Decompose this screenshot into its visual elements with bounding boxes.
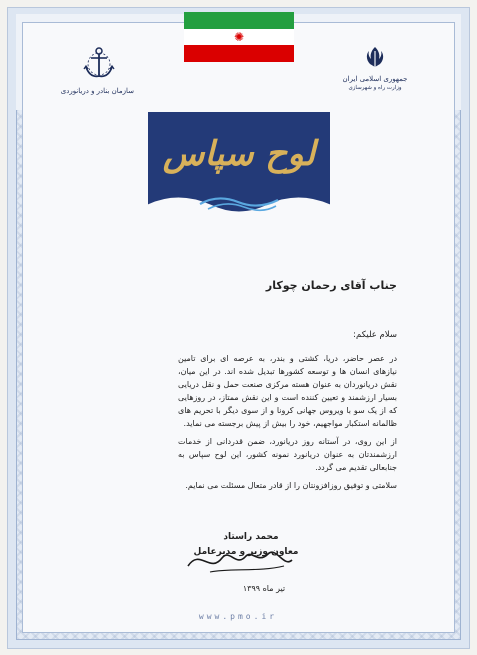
issue-date: تیر ماه ۱۳۹۹ — [242, 584, 286, 593]
greeting: سلام علیکم: — [353, 330, 397, 340]
recipient-name: جناب آقای رحمان چوکار — [265, 279, 397, 292]
website-url: www.pmo.ir — [198, 612, 278, 621]
certificate-title: لوح سپاس — [162, 134, 316, 174]
ministry-logo-text: جمهوری اسلامی ایران — [342, 75, 408, 83]
certificate-text — [178, 352, 397, 497]
ports-logo-text: سازمان بنادر و دریانوردی — [60, 87, 134, 95]
ministry-logo-subtext: وزارت راه و شهرسازی — [348, 85, 402, 91]
ports-maritime-logo — [60, 45, 134, 95]
iran-flag — [184, 12, 294, 62]
title-ribbon — [148, 112, 330, 222]
body-paragraph: از این روی، در آستانه روز دریانورد، ضمن قدردانی از خدمات ارزشمندتان به عنوان دریانورد نمونه کشور، این لوح سپاس به جنابعالی تقدیم می گردد. — [178, 437, 397, 472]
flag-green-stripe — [184, 12, 294, 29]
body-paragraph: سلامتی و توفیق روزافزونتان را از قادر متعال مسئلت می نمایم. — [185, 481, 397, 490]
anchor-icon — [82, 45, 116, 81]
signer-title: معاون وزیر و مدیرعامل — [193, 547, 299, 557]
signer-name: محمد راستاد — [223, 532, 279, 542]
flag-white-stripe — [184, 29, 294, 46]
iran-emblem-icon — [364, 45, 386, 69]
flag-emblem-icon: ✺ — [233, 29, 245, 44]
body-paragraph: در عصر حاضر، دریا، کشتی و بندر، به عرصه ای برای تامین نیازهای انسان ها و توسعه کشورها تبدیل شده اند. در این میان، نقش دریانوردان به عنوان هسته مرکزی صنعت حمل و نقل دریایی بسیار ارزشمند و تعیین کننده است و این نقش ممتاز، در روزهایی که از یک سو با ویروس جهانی کرونا و از سوی دیگر با تحریم های ظالمانه استکبار مواجهیم، خود را بیش از پیش برجسته می نماید. — [178, 354, 397, 428]
ministry-logo — [336, 45, 414, 91]
flag-red-stripe — [184, 45, 294, 62]
signature-icon — [180, 538, 300, 578]
